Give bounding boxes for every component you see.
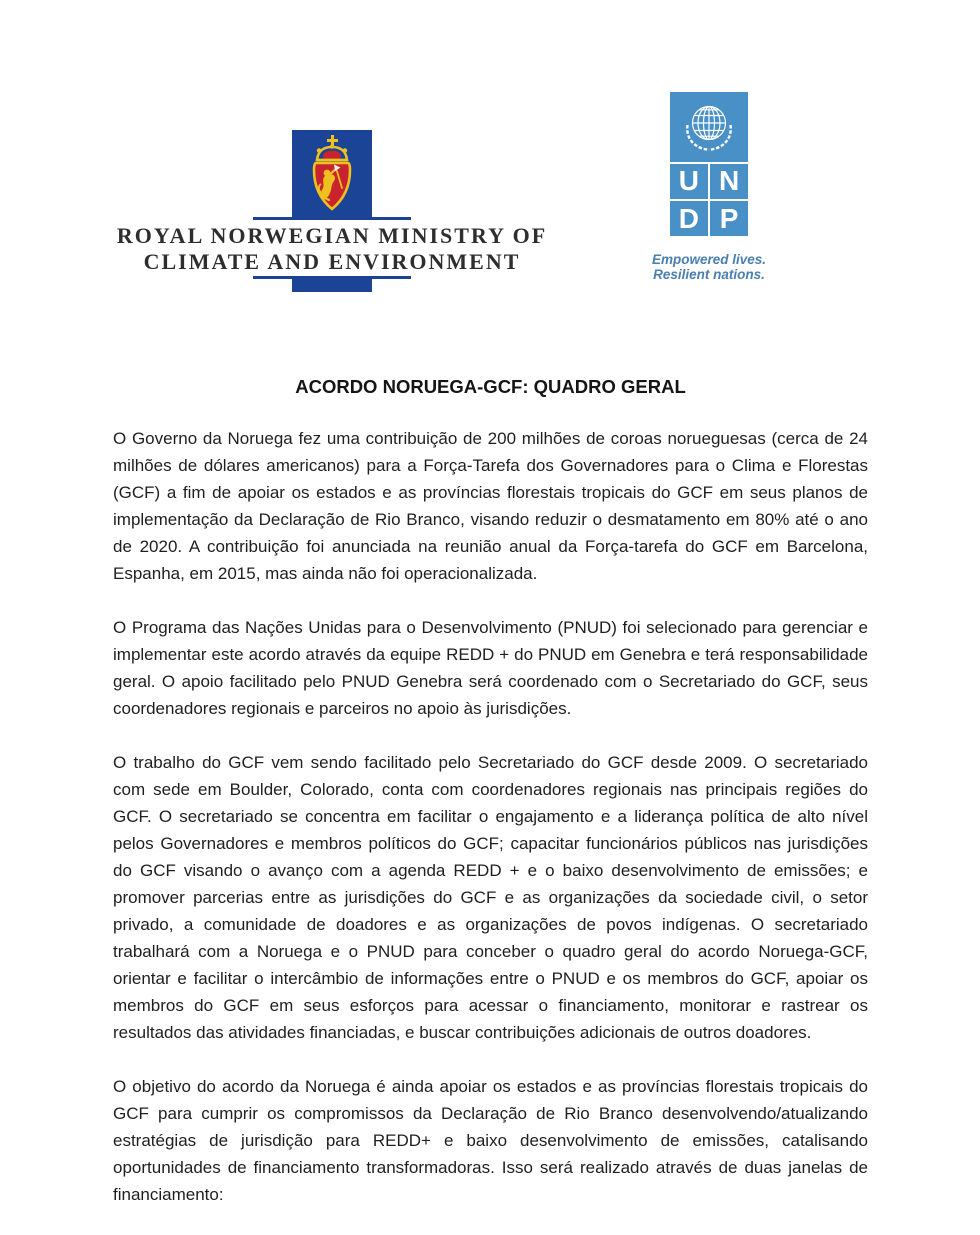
paragraph-gcf-secretariat: O trabalho do GCF vem sendo facilitado pelo Secretariado do GCF desde 2009. O secretariado com sede em Boulder, Colorado, conta com coordenadores regionais nas principais regiões do GCF. O secretariado se concentra em facilitar o engajamento e a liderança política de alto nível pelos Governadores e membros políticos do GCF; capacitar funcionários públicos nas jurisdições do GCF visando o avanço com a agenda REDD + e o baixo desenvolvimento de emissões; e promover parcerias entre as jurisdições do GCF e as organizações da sociedade civil, o setor privado, a comunidade de doadores e as organizações de povos indígenas. O secretariado trabalhará com a Noruega e o PNUD para conceber o quadro geral do acordo Noruega-GCF, orientar e facilitar o intercâmbio de informações entre o PNUD e os membros do GCF, apoiar os membros do GCF em seus esforços para acessar o financiamento, monitorar e rastrear os resultados das atividades financiadas, e buscar contribuições adicionais de outros doadores. [113,753,868,1042]
un-emblem-icon [670,92,748,162]
paragraph-norway-objective: O objetivo do acordo da Noruega é ainda apoiar os estados e as províncias florestais tropicais do GCF para cumprir os compromissos da Declaração de Rio Branco desenvolvendo/atualizando estratégias de jurisdição para REDD+ e baixo desenvolvimento de emissões, catalisando oportunidades de financiamento transformadoras. Isso será realizado através de duas janelas de financiamento: [113,1077,868,1204]
paragraph-pnud-selection: O Programa das Nações Unidas para o Desenvolvimento (PNUD) foi selecionado para gerenciar e implementar este acordo através da equipe REDD + do PNUD em Genebra e terá responsabilidade geral. O apoio facilitado pelo PNUD Genebra será coordenado com o Secretariado do GCF, seus coordenadores regionais e parceiros no apoio às jurisdições. [113,618,868,718]
un-globe-graphic [670,92,748,162]
undp-letter-p: P [710,201,748,236]
paragraph-contribution: O Governo da Noruega fez uma contribuição de 200 milhões de coroas norueguesas (cerca de 24 milhões de dólares americanos) para a Força-Tarefa dos Governadores para o Clima e Florestas (GCF) a fim de apoiar os estados e as províncias florestais tropicais do GCF em seus planos de implementação da Declaração de Rio Branco, visando reduzir o desmatamento em 80% até o ano de 2020. A contribuição foi anunciada na reunião anual da Força-tarefa do GCF em Barcelona, Espanha, em 2015, mas ainda não foi operacionalizada. [113,429,868,583]
undp-letter-u: U [670,164,708,199]
document-body [113,373,868,1235]
ministry-name [112,223,552,275]
undp-tagline [652,252,766,282]
undp-letter-grid [670,162,748,236]
document-title: ACORDO NORUEGA-GCF: QUADRO GERAL [295,376,686,397]
undp-letter-n: N [710,164,748,199]
undp-tagline-line1: Empowered lives. [651,252,767,267]
norwegian-ministry-logo [112,130,552,292]
norwegian-crest-graphic [292,130,372,217]
undp-logo-mark [670,92,748,236]
undp-logo [651,92,767,282]
logo-rule-top [253,217,411,220]
logo-blue-stub [292,279,372,292]
norwegian-coat-of-arms-icon [292,130,372,217]
undp-tagline-line2: Resilient nations. [653,267,765,282]
ministry-name-line2: CLIMATE AND ENVIRONMENT [143,249,521,274]
undp-letter-d: D [670,201,708,236]
ministry-name-line1: ROYAL NORWEGIAN MINISTRY OF [116,223,548,248]
